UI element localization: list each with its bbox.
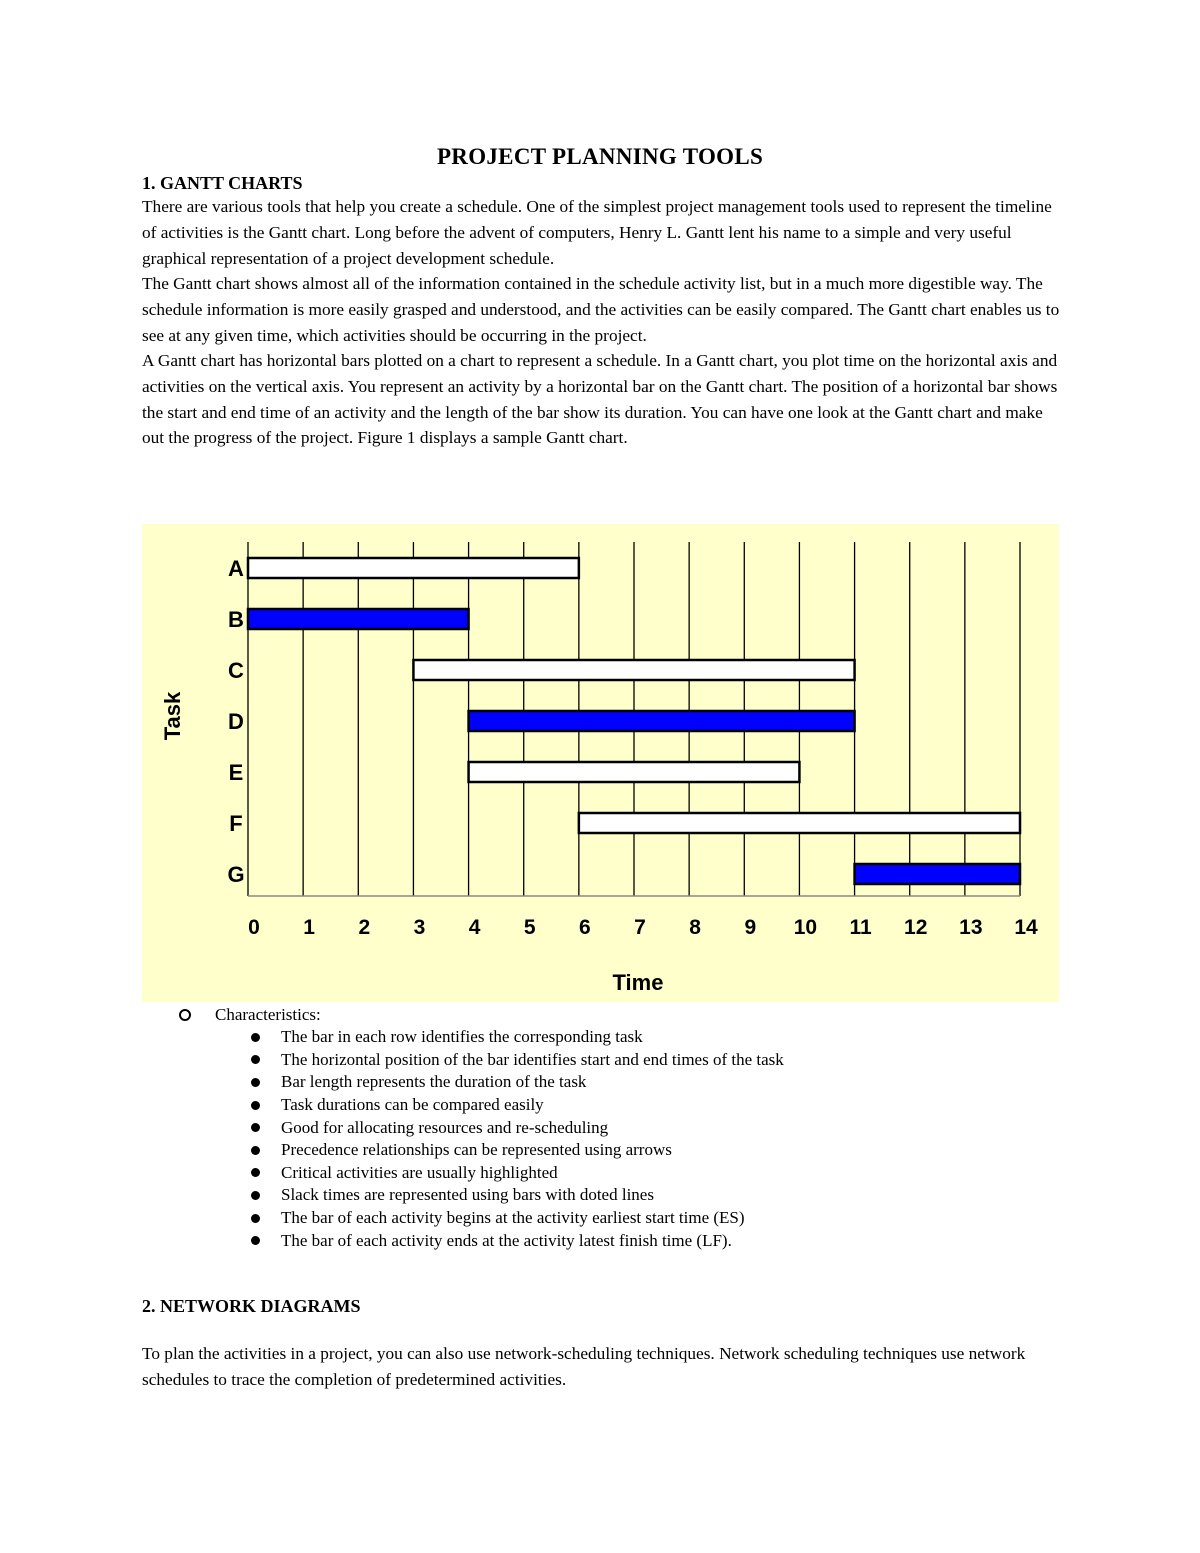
x-tick-label: 5 (523, 916, 536, 939)
gantt-chart-canvas (142, 524, 1059, 1002)
section-heading-network: 2. NETWORK DIAGRAMS (142, 1296, 361, 1316)
characteristic-text: Bar length represents the duration of the task (281, 1072, 587, 1092)
characteristic-item (247, 1026, 784, 1049)
characteristics-label: Characteristics: (215, 1005, 321, 1024)
gantt-bar-c (413, 660, 854, 680)
gantt-info-paragraph: The Gantt chart shows almost all of the information contained in the schedule activity list, but in a much more digestible way. The schedule information is more easily grasped and understood, and the activities can be easily compared. The Gantt chart enables us to see at any given time, which activities should be occurring in the project. (142, 274, 1060, 345)
gantt-bar-f (579, 813, 1020, 833)
x-tick-label: 6 (579, 916, 591, 939)
x-tick-label: 9 (744, 916, 757, 939)
characteristic-item (247, 1139, 784, 1162)
task-label: E (228, 760, 244, 785)
characteristic-text: Slack times are represented using bars with doted lines (281, 1185, 654, 1205)
x-tick-label: 8 (689, 916, 701, 939)
characteristic-item (247, 1162, 784, 1185)
bullet-icon (251, 1055, 260, 1064)
x-tick-label: 4 (468, 916, 481, 939)
gantt-intro-paragraph: There are various tools that help you create a schedule. One of the simplest project management tools used to represent the timeline of activities is the Gantt chart. Long before the advent of computers, Henry L. Gantt lent his name to a simple and very useful graphical representation of a project development schedule. (142, 197, 1052, 268)
characteristic-item (247, 1071, 784, 1094)
characteristic-item (247, 1049, 784, 1072)
bullet-icon (251, 1123, 260, 1132)
bullet-icon (251, 1168, 260, 1177)
y-axis-label: Task (160, 691, 185, 741)
task-label: F (229, 811, 243, 836)
gantt-chart (142, 524, 1059, 1002)
characteristic-text: Precedence relationships can be represented using arrows (281, 1140, 672, 1160)
task-label: A (228, 556, 244, 581)
task-label: C (228, 658, 244, 683)
characteristic-text: The bar in each row identifies the corresponding task (281, 1027, 643, 1047)
x-tick-label: 12 (904, 916, 928, 939)
document-title: PROJECT PLANNING TOOLS (436, 144, 764, 169)
gantt-bar-d (469, 711, 855, 731)
bullet-icon (251, 1191, 260, 1200)
x-tick-label: 11 (849, 916, 872, 939)
x-tick-label: 3 (413, 916, 426, 939)
gantt-bar-a (248, 558, 579, 578)
task-label: D (228, 709, 244, 734)
gantt-bars-paragraph: A Gantt chart has horizontal bars plotted on a chart to represent a schedule. In a Gantt chart, you plot time on the horizontal axis and activities on the vertical axis. You represent an activity by a horizontal bar on the Gantt chart. The position of a horizontal bar shows the start and end time of an activity and the length of the bar show its duration. You can have one look at the Gantt chart and make out the progress of the project. Figure 1 displays a sample Gantt chart. (142, 351, 1058, 448)
characteristic-item (247, 1207, 784, 1230)
x-tick-label: 0 (248, 916, 260, 939)
task-label: G (227, 862, 245, 887)
x-tick-label: 10 (793, 916, 818, 939)
characteristic-item (247, 1116, 784, 1139)
section-heading-gantt: 1. GANTT CHARTS (142, 173, 303, 193)
characteristic-item (247, 1094, 784, 1117)
characteristics-header (175, 1004, 784, 1026)
characteristic-text: The bar of each activity ends at the activity latest finish time (LF). (281, 1230, 732, 1250)
x-tick-label: 14 (1014, 916, 1038, 939)
bullet-icon (251, 1236, 260, 1245)
hollow-bullet-icon (179, 1009, 191, 1021)
x-axis-label: Time (612, 970, 664, 995)
bullet-icon (251, 1146, 260, 1155)
bullet-icon (251, 1101, 260, 1110)
gantt-bar-b (248, 609, 469, 629)
x-tick-label: 2 (358, 916, 371, 939)
x-tick-label: 1 (303, 916, 315, 939)
characteristic-item (247, 1229, 784, 1252)
characteristic-text: Good for allocating resources and re-scheduling (281, 1117, 609, 1137)
bullet-icon (251, 1078, 260, 1087)
bullet-icon (251, 1214, 260, 1223)
bullet-icon (251, 1033, 260, 1042)
characteristics-section (175, 1004, 784, 1252)
characteristic-text: The bar of each activity begins at the activity earliest start time (ES) (281, 1208, 745, 1228)
characteristic-text: Task durations can be compared easily (281, 1095, 544, 1115)
x-tick-label: 7 (634, 916, 646, 939)
gantt-bar-e (469, 762, 800, 782)
characteristics-list (175, 1026, 784, 1252)
characteristic-item (247, 1184, 784, 1207)
network-intro-paragraph: To plan the activities in a project, you can also use network-scheduling techniques. Network scheduling techniques use network schedules to trace the completion of predetermined activities. (142, 1344, 1026, 1389)
gantt-bar-g (855, 864, 1020, 884)
task-label: B (228, 607, 244, 632)
x-tick-label: 13 (959, 916, 983, 939)
characteristic-text: The horizontal position of the bar identifies start and end times of the task (281, 1049, 784, 1069)
characteristic-text: Critical activities are usually highlighted (281, 1162, 558, 1182)
